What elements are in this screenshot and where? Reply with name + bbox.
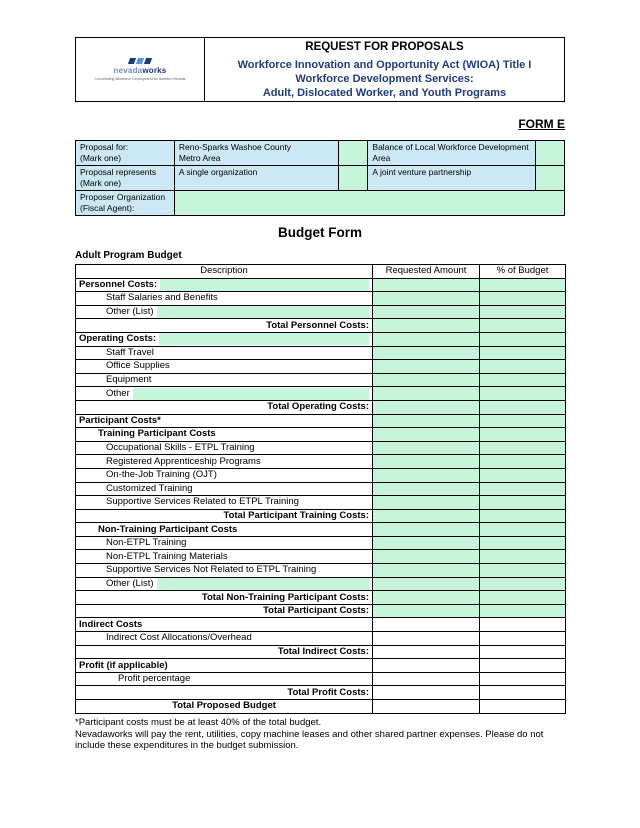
percent-budget-input[interactable] — [480, 564, 566, 578]
row-description — [76, 305, 373, 319]
proposal-for-label: Proposal for: (Mark one) — [76, 141, 175, 166]
row-label: Registered Apprenticeship Programs — [106, 455, 261, 467]
requested-amount-input[interactable] — [373, 604, 480, 618]
requested-amount-input[interactable] — [373, 373, 480, 387]
row-label: Total Non-Training Participant Costs: — [201, 591, 369, 603]
budget-row — [76, 591, 566, 605]
proposal-represents-label: Proposal represents (Mark one) — [76, 166, 175, 191]
row-description — [76, 319, 373, 333]
requested-amount-input[interactable] — [373, 400, 480, 414]
row-label: Supportive Services Related to ETPL Training — [106, 496, 299, 508]
requested-amount-input[interactable] — [373, 441, 480, 455]
row-label-input[interactable] — [133, 388, 369, 400]
requested-amount-input[interactable] — [373, 672, 480, 686]
row-description — [76, 292, 373, 306]
row-description — [76, 659, 373, 673]
budget-row — [76, 414, 566, 428]
requested-amount-input[interactable] — [373, 305, 480, 319]
requested-amount-input[interactable] — [373, 455, 480, 469]
document-header — [75, 37, 565, 102]
budget-row — [76, 346, 566, 360]
footnote-shared-expenses: Nevadaworks will pay the rent, utilities, copy machine leases and other shared partner expenses. Please do not include these expenditures in the budget submission. — [75, 728, 544, 751]
row-label: Non-ETPL Training — [106, 537, 187, 549]
row-label: Indirect Cost Allocations/Overhead — [106, 632, 252, 644]
row-description — [76, 414, 373, 428]
budget-row — [76, 550, 566, 564]
budget-table — [75, 264, 566, 714]
budget-row — [76, 604, 566, 618]
row-label: Training Participant Costs — [98, 428, 216, 440]
requested-amount-input[interactable] — [373, 564, 480, 578]
percent-budget-input[interactable] — [480, 496, 566, 510]
budget-row — [76, 632, 566, 646]
percent-budget-input[interactable] — [480, 659, 566, 673]
requested-amount-input[interactable] — [373, 346, 480, 360]
row-description — [76, 496, 373, 510]
proposer-org-label: Proposer Organization (Fiscal Agent): — [76, 191, 175, 216]
budget-row — [76, 618, 566, 632]
logo-wordmark: nevadaworks — [113, 66, 167, 75]
percent-budget-input[interactable] — [480, 278, 566, 292]
budget-row — [76, 523, 566, 537]
row-description — [76, 360, 373, 374]
row-label: Profit percentage — [118, 673, 191, 685]
percent-budget-input[interactable] — [480, 536, 566, 550]
row-description — [76, 441, 373, 455]
row-label: Staff Travel — [106, 346, 154, 358]
percent-budget-input[interactable] — [480, 509, 566, 523]
requested-amount-input[interactable] — [373, 278, 480, 292]
requested-amount-input[interactable] — [373, 387, 480, 401]
row-label: Operating Costs: — [79, 333, 157, 345]
requested-amount-input[interactable] — [373, 536, 480, 550]
col-requested-amount: Requested Amount — [373, 265, 480, 279]
requested-amount-input[interactable] — [373, 632, 480, 646]
percent-budget-input[interactable] — [480, 632, 566, 646]
checkbox-single-org[interactable] — [339, 166, 368, 191]
requested-amount-input[interactable] — [373, 659, 480, 673]
budget-form-title: Budget Form — [278, 225, 362, 240]
percent-budget-input[interactable] — [480, 292, 566, 306]
row-label: Total Indirect Costs: — [277, 645, 369, 657]
budget-row — [76, 536, 566, 550]
row-description — [76, 577, 373, 591]
row-label: Profit (if applicable) — [79, 659, 168, 671]
row-description — [76, 700, 373, 714]
budget-row — [76, 292, 566, 306]
form-label: FORM E — [518, 117, 565, 131]
proposer-org-input[interactable] — [174, 191, 564, 216]
row-description — [76, 400, 373, 414]
row-label: Equipment — [106, 374, 152, 386]
logo-tagline: Coordinating Workforce Development for Northern Nevada — [94, 77, 186, 81]
row-label: Office Supplies — [106, 360, 170, 372]
percent-budget-input[interactable] — [480, 400, 566, 414]
logo-mark-icon — [129, 58, 151, 64]
budget-row — [76, 332, 566, 346]
budget-row — [76, 319, 566, 333]
rfp-subtitle-2: Workforce Development Services: — [295, 73, 474, 85]
requested-amount-input[interactable] — [373, 319, 480, 333]
percent-budget-input[interactable] — [480, 468, 566, 482]
row-label: Total Proposed Budget — [172, 700, 276, 712]
percent-budget-input[interactable] — [480, 482, 566, 496]
requested-amount-input[interactable] — [373, 577, 480, 591]
row-label: Total Operating Costs: — [267, 401, 369, 413]
row-label-input[interactable] — [157, 306, 369, 318]
requested-amount-input[interactable] — [373, 414, 480, 428]
row-description — [76, 632, 373, 646]
budget-row — [76, 700, 566, 714]
row-description — [76, 455, 373, 469]
row-label: Customized Training — [106, 482, 193, 494]
row-description — [76, 373, 373, 387]
row-label: Other (List) — [106, 577, 154, 589]
row-label: Total Participant Costs: — [263, 605, 369, 617]
checkbox-reno-sparks[interactable] — [339, 141, 368, 166]
percent-budget-input[interactable] — [480, 645, 566, 659]
row-description — [76, 509, 373, 523]
budget-row — [76, 659, 566, 673]
checkbox-balance-lwda[interactable] — [536, 141, 565, 166]
percent-budget-input[interactable] — [480, 550, 566, 564]
row-label-input[interactable] — [157, 578, 369, 590]
option-balance-lwda: Balance of Local Workforce Development Area — [368, 141, 536, 166]
option-reno-sparks: Reno-Sparks Washoe County Metro Area — [174, 141, 339, 166]
checkbox-joint-venture[interactable] — [536, 166, 565, 191]
row-label-input[interactable] — [159, 333, 369, 345]
requested-amount-input[interactable] — [373, 645, 480, 659]
budget-row — [76, 577, 566, 591]
percent-budget-input[interactable] — [480, 305, 566, 319]
row-label: Participant Costs* — [79, 414, 161, 426]
rfp-subtitle-3: Adult, Dislocated Worker, and Youth Programs — [262, 87, 507, 99]
budget-row — [76, 468, 566, 482]
row-description — [76, 428, 373, 442]
col-description: Description — [76, 265, 373, 279]
percent-budget-input[interactable] — [480, 604, 566, 618]
percent-budget-input[interactable] — [480, 700, 566, 714]
requested-amount-input[interactable] — [373, 591, 480, 605]
percent-budget-input[interactable] — [480, 360, 566, 374]
percent-budget-input[interactable] — [480, 332, 566, 346]
program-budget-title: Adult Program Budget — [75, 250, 182, 261]
option-single-org: A single organization — [174, 166, 339, 191]
row-label: Supportive Services Not Related to ETPL Training — [106, 564, 317, 576]
row-label: On-the-Job Training (OJT) — [106, 469, 217, 481]
percent-budget-input[interactable] — [480, 346, 566, 360]
budget-row — [76, 428, 566, 442]
row-label: Total Personnel Costs: — [266, 319, 369, 331]
row-description — [76, 536, 373, 550]
budget-row — [76, 305, 566, 319]
row-description — [76, 564, 373, 578]
row-description — [76, 672, 373, 686]
budget-row — [76, 686, 566, 700]
percent-budget-input[interactable] — [480, 428, 566, 442]
budget-row — [76, 278, 566, 292]
requested-amount-input[interactable] — [373, 468, 480, 482]
rfp-subtitle-1: Workforce Innovation and Opportunity Act (WIOA) Title I — [237, 59, 532, 71]
row-label: Other (List) — [106, 306, 154, 318]
requested-amount-input[interactable] — [373, 509, 480, 523]
requested-amount-input[interactable] — [373, 292, 480, 306]
budget-row — [76, 455, 566, 469]
row-label: Personnel Costs: — [79, 278, 158, 290]
footnote-participant-costs: *Participant costs must be at least 40% of the total budget. — [75, 717, 322, 728]
budget-row — [76, 509, 566, 523]
row-description — [76, 387, 373, 401]
requested-amount-input[interactable] — [373, 523, 480, 537]
row-description — [76, 604, 373, 618]
budget-row — [76, 373, 566, 387]
budget-row — [76, 387, 566, 401]
row-description — [76, 618, 373, 632]
requested-amount-input[interactable] — [373, 700, 480, 714]
row-label: Non-ETPL Training Materials — [106, 550, 228, 562]
row-description — [76, 550, 373, 564]
requested-amount-input[interactable] — [373, 618, 480, 632]
requested-amount-input[interactable] — [373, 686, 480, 700]
row-description — [76, 523, 373, 537]
rfp-title: REQUEST FOR PROPOSALS — [305, 41, 464, 53]
budget-row — [76, 400, 566, 414]
row-description — [76, 482, 373, 496]
col-percent-budget: % of Budget — [480, 265, 566, 279]
row-description — [76, 332, 373, 346]
row-description — [76, 591, 373, 605]
budget-row — [76, 482, 566, 496]
requested-amount-input[interactable] — [373, 332, 480, 346]
requested-amount-input[interactable] — [373, 496, 480, 510]
row-description — [76, 686, 373, 700]
row-label-input[interactable] — [160, 279, 369, 291]
budget-row — [76, 441, 566, 455]
percent-budget-input[interactable] — [480, 455, 566, 469]
row-label: Indirect Costs — [79, 618, 143, 630]
row-label: Total Profit Costs: — [287, 686, 369, 698]
requested-amount-input[interactable] — [373, 428, 480, 442]
percent-budget-input[interactable] — [480, 672, 566, 686]
row-description — [76, 645, 373, 659]
footnotes — [75, 717, 570, 752]
row-label: Staff Salaries and Benefits — [106, 292, 218, 304]
budget-header-row — [76, 265, 566, 279]
row-label: Other — [106, 387, 130, 399]
row-description — [76, 468, 373, 482]
row-label: Occupational Skills - ETPL Training — [106, 442, 255, 454]
percent-budget-input[interactable] — [480, 373, 566, 387]
percent-budget-input[interactable] — [480, 414, 566, 428]
budget-row — [76, 496, 566, 510]
percent-budget-input[interactable] — [480, 577, 566, 591]
requested-amount-input[interactable] — [373, 550, 480, 564]
budget-row — [76, 564, 566, 578]
percent-budget-input[interactable] — [480, 523, 566, 537]
percent-budget-input[interactable] — [480, 686, 566, 700]
requested-amount-input[interactable] — [373, 482, 480, 496]
nevadaworks-logo — [76, 38, 205, 101]
budget-row — [76, 672, 566, 686]
percent-budget-input[interactable] — [480, 618, 566, 632]
percent-budget-input[interactable] — [480, 387, 566, 401]
row-label: Non-Training Participant Costs — [98, 523, 238, 535]
percent-budget-input[interactable] — [480, 319, 566, 333]
option-joint-venture: A joint venture partnership — [368, 166, 536, 191]
percent-budget-input[interactable] — [480, 441, 566, 455]
row-description — [76, 278, 373, 292]
proposal-info-table — [75, 140, 565, 216]
row-description — [76, 346, 373, 360]
budget-row — [76, 360, 566, 374]
percent-budget-input[interactable] — [480, 591, 566, 605]
requested-amount-input[interactable] — [373, 360, 480, 374]
row-label: Total Participant Training Costs: — [223, 509, 369, 521]
budget-row — [76, 645, 566, 659]
